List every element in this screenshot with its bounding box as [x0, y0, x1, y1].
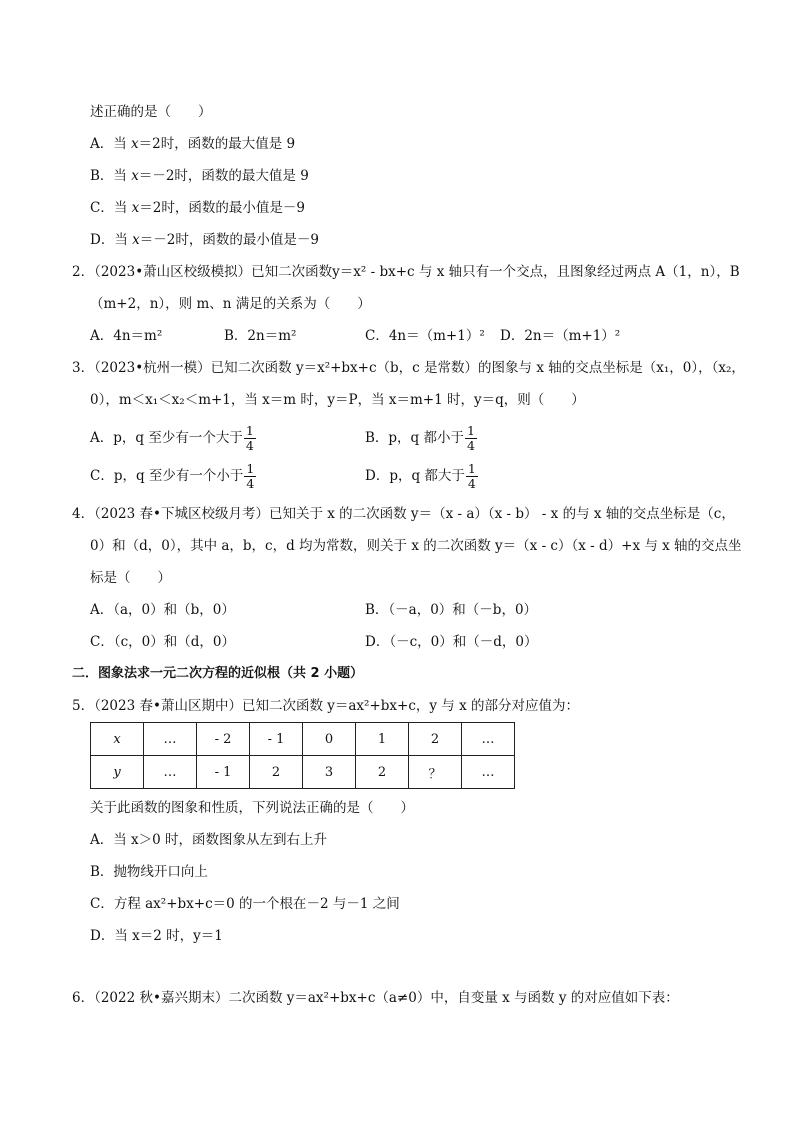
- section-heading: 二．图象法求一元二次方程的近似根（共 2 小题）: [72, 666, 364, 681]
- table-row: [91, 756, 515, 789]
- table-cell: - 1: [250, 723, 303, 756]
- fraction-one-quarter: $\frac{1}{4}$: [467, 423, 475, 453]
- q3-option-c: C．p，q 至少有一个小于 $\frac{1}{4}$: [90, 461, 255, 491]
- table-cell: x: [91, 723, 144, 756]
- table-cell: …: [144, 723, 197, 756]
- q4-stem-line2: 0）和（d，0），其中 a，b，c，d 均为常数，则关于 x 的二次函数 y＝（x - c）（x - d）+x 与 x 轴的交点坐: [90, 538, 742, 554]
- q1-option-a: A．当 x＝2时，函数的最大值是 9: [90, 136, 296, 152]
- q5-option-c: C．方程 ax²+bx+c＝0 的一个根在－2 与－1 之间: [90, 896, 400, 912]
- q5-option-d: D．当 x＝2 时，y＝1: [90, 928, 223, 944]
- q3-option-b: B．p，q 都小于 $\frac{1}{4}$: [365, 423, 475, 453]
- table-cell: 2: [409, 723, 462, 756]
- q4-stem-line1: 4．（2023 春•下城区校级月考）已知关于 x 的二次函数 y＝（x - a）（x - b） - x 的与 x 轴的交点坐标是（c，: [72, 506, 735, 522]
- q3-option-d: D．p，q 都大于 $\frac{1}{4}$: [365, 461, 476, 491]
- q5-value-table: [90, 722, 515, 789]
- table-cell: - 2: [197, 723, 250, 756]
- table-cell: 3: [303, 756, 356, 789]
- q2-stem-line2: （m+2，n），则 m、n 满足的关系为（ ）: [90, 296, 371, 312]
- q2-option-b: B．2n＝m²: [224, 328, 297, 344]
- q2-option-a: A．4n＝m²: [90, 328, 163, 344]
- table-cell: 2: [250, 756, 303, 789]
- q1-option-c: C．当 x＝2时，函数的最小值是－9: [90, 200, 305, 216]
- q4-option-c: C．（c，0）和（d，0）: [90, 634, 235, 650]
- q1-option-b: B．当 x＝－2时，函数的最大值是 9: [90, 168, 309, 184]
- table-cell: …: [144, 756, 197, 789]
- table-cell: …: [462, 756, 515, 789]
- table-row: [91, 723, 515, 756]
- table-cell: …: [462, 723, 515, 756]
- q6-stem-line1: 6．（2022 秋•嘉兴期末）二次函数 y＝ax²+bx+c（a≠0）中，自变量 x 与函数 y 的对应值如下表：: [72, 990, 679, 1006]
- q4-option-d: D．（－c，0）和（－d，0）: [365, 634, 538, 650]
- q5-option-b: B．抛物线开口向上: [90, 864, 208, 880]
- q2-option-d: D．2n＝（m+1）²: [500, 328, 621, 344]
- q2-stem-line1: 2．（2023•萧山区校级模拟）已知二次函数y＝x² - bx+c 与 x 轴只有一个交点，且图象经过两点 A（1，n），B: [72, 264, 740, 280]
- q4-stem-line3: 标是（ ）: [90, 570, 171, 586]
- fraction-one-quarter: $\frac{1}{4}$: [246, 461, 255, 491]
- q5-option-a: A．当 x＞0 时，函数图象从左到右上升: [90, 832, 328, 848]
- q5-stem-line1: 5．（2023 春•萧山区期中）已知二次函数 y＝ax²+bx+c，y 与 x 的部分对应值为：: [72, 698, 579, 714]
- fraction-one-quarter: $\frac{1}{4}$: [467, 461, 476, 491]
- table-cell: y: [91, 756, 144, 789]
- q3-stem-line1: 3．（2023•杭州一模）已知二次函数 y＝x²+bx+c（b，c 是常数）的图象与 x 轴的交点坐标是（x₁，0），（x₂，: [72, 360, 745, 376]
- table-cell: 0: [303, 723, 356, 756]
- q4-option-b: B．（－a，0）和（－b，0）: [365, 602, 538, 618]
- q4-option-a: A．（a，0）和（b，0）: [90, 602, 235, 618]
- table-cell: - 1: [197, 756, 250, 789]
- table-cell: 2: [356, 756, 409, 789]
- q2-option-c: C．4n＝（m+1）²: [365, 328, 485, 344]
- table-cell: ？: [409, 756, 462, 789]
- q3-stem-line2: 0），m＜x₁＜x₂＜m+1，当 x＝m 时，y＝P，当 x＝m+1 时，y＝q，则（ ）: [90, 392, 585, 408]
- q5-question: 关于此函数的图象和性质，下列说法正确的是（ ）: [90, 800, 414, 816]
- fraction-one-quarter: $\frac{1}{4}$: [245, 423, 254, 453]
- q1-stem-tail: 述正确的是（ ）: [90, 104, 212, 120]
- q1-option-d: D．当 x＝－2时，函数的最小值是－9: [90, 232, 319, 248]
- table-cell: 1: [356, 723, 409, 756]
- q3-option-a: A．p，q 至少有一个大于 $\frac{1}{4}$: [90, 423, 254, 453]
